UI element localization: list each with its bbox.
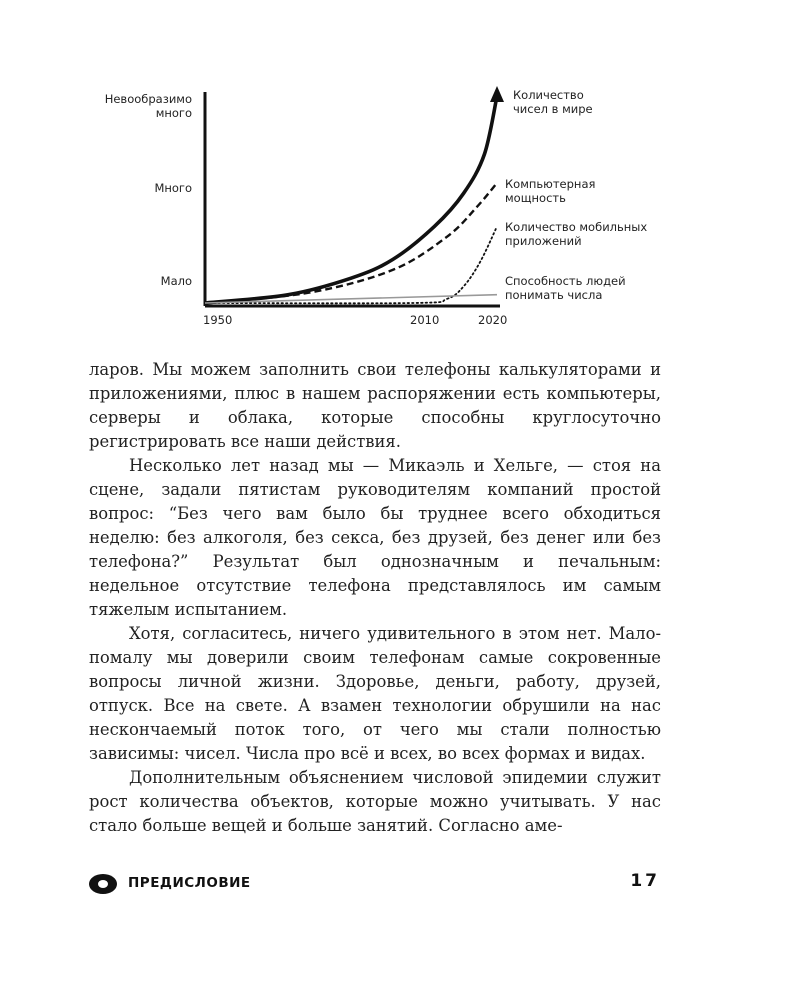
x-tick-1950: 1950: [203, 313, 233, 327]
x-tick-2020: 2020: [478, 313, 508, 327]
series-layer: [205, 86, 504, 303]
series-label-numbers: Количество чисел в мире: [513, 88, 593, 116]
growth-chart: [0, 0, 800, 340]
y-label-mid: Много: [154, 181, 192, 195]
body-text: [89, 358, 661, 838]
chart-canvas: [0, 0, 800, 340]
paragraph-3: Хотя, согласитесь, ничего удивительного в этом нет. Мало-помалу мы доверили своим телефонам самые сокровенные вопросы личной жизни. Здоровье, деньги, работу, друзей, отпуск. Все на свете. А взамен технологии обрушили на нас нескончаемый поток того, от чего мы стали полностью зависимы: чисел. Числа про всё и всех, во всех формах и видах.: [89, 624, 661, 763]
series-line-numbers: [205, 96, 497, 303]
y-label-low: Мало: [160, 274, 192, 288]
x-tick-2010: 2010: [410, 313, 440, 327]
series-line-apps: [205, 226, 497, 303]
series-label-apps: Количество мобильных приложений: [505, 220, 648, 248]
page-number: 17: [630, 871, 660, 891]
section-title: ПРЕДИСЛОВИЕ: [128, 875, 251, 891]
paragraph-4: Дополнительным объяснением числовой эпидемии служит рост количества объектов, которые можно учитывать. У нас стало больше вещей и больше занятий. Согласно аме-: [89, 768, 661, 835]
paragraph-2: Несколько лет назад мы — Микаэль и Хельге, — стоя на сцене, задали пятистам руководителям компаний простой вопрос: “Без чего вам было бы труднее всего обходиться неделю: без алкоголя, без секса, без друзей, без денег или без телефона?” Результат был однозначным и печальным: недельное отсутствие телефона представлялось им самым тяжелым испытанием.: [89, 456, 661, 619]
series-line-computing: [205, 183, 497, 303]
paragraph-1: ларов. Мы можем заполнить свои телефоны калькуляторами и приложениями, плюс в нашем распоряжении есть компьютеры, серверы и облака, которые способны круглосуточно регистрировать все наши действия.: [89, 360, 661, 451]
series-label-literacy: Способность людей понимать числа: [505, 274, 626, 302]
section-mark-icon: [89, 874, 117, 894]
series-label-computing: Компьютерная мощность: [505, 177, 596, 205]
arrow-head-icon: [490, 86, 504, 102]
y-label-high: Невообразимо много: [104, 92, 192, 120]
